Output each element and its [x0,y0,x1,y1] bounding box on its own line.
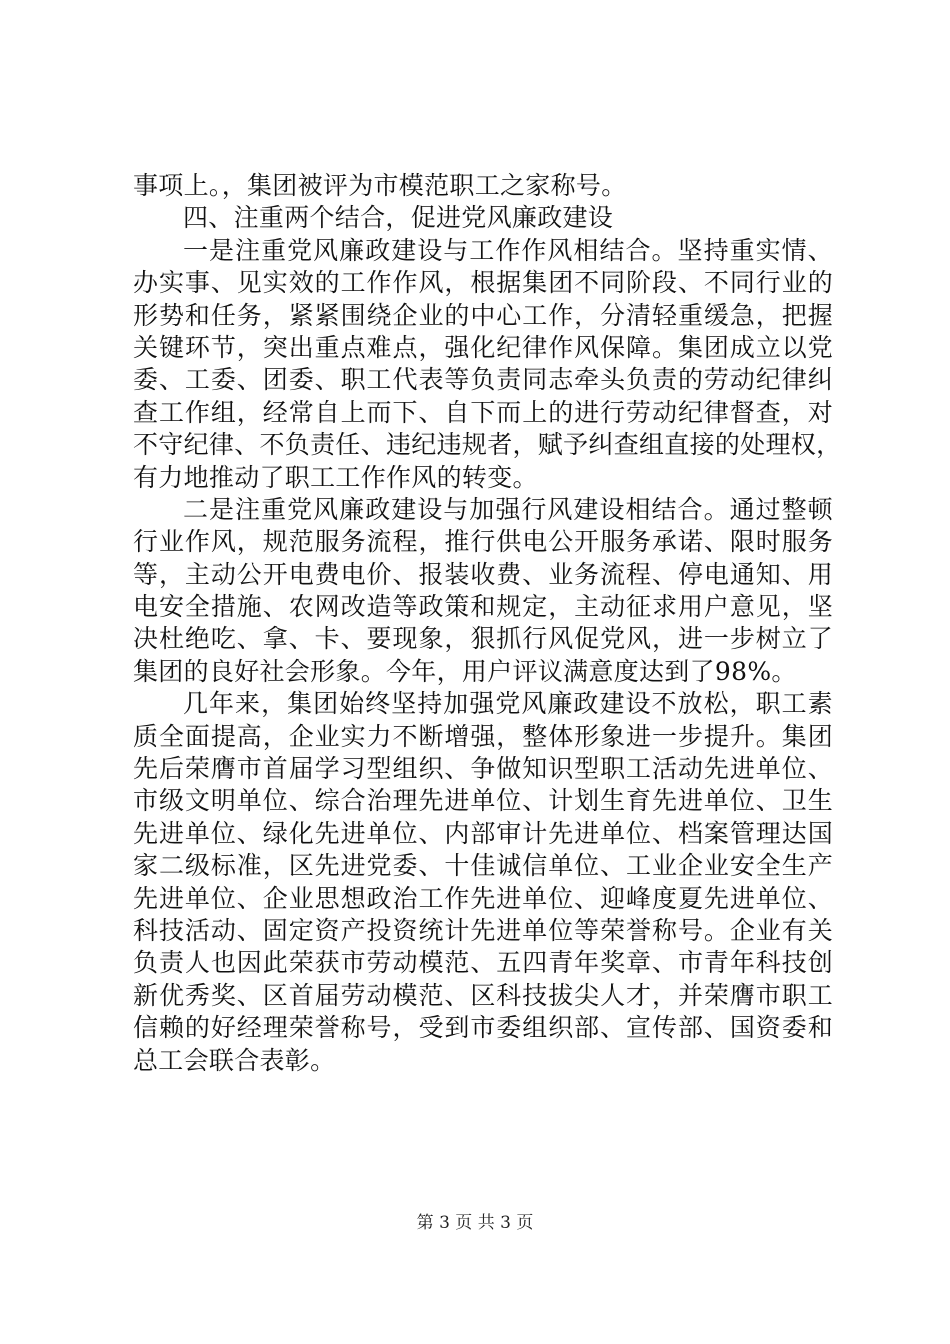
page-number-footer: 第 3 页 共 3 页 [416,1213,534,1233]
text-line: 先后荣膺市首届学习型组织、争做知识型职工活动先进单位、 [133,754,833,784]
text-line: 决杜绝吃、拿、卡、要现象，狠抓行风促党风，进一步树立了 [133,624,833,654]
text-line: 科技活动、固定资产投资统计先进单位等荣誉称号。企业有关 [133,915,833,945]
text-line: 几年来，集团始终坚持加强党风廉政建设不放松，职工素 [183,689,833,719]
text-line: 委、工委、团委、职工代表等负责同志牵头负责的劳动纪律纠 [133,365,833,395]
text-line: 办实事、见实效的工作作风，根据集团不同阶段、不同行业的 [133,268,833,298]
text-line: 质全面提高，企业实力不断增强，整体形象进一步提升。集团 [133,721,833,751]
text-line: 一是注重党风廉政建设与工作作风相结合。坚持重实情、 [183,235,833,265]
text-line: 先进单位、绿化先进单位、内部审计先进单位、档案管理达国 [133,818,833,848]
text-line: 家二级标准，区先进党委、十佳诚信单位、工业企业安全生产 [133,851,833,881]
text-line: 二是注重党风廉政建设与加强行风建设相结合。通过整顿 [183,494,833,524]
text-line: 查工作组，经常自上而下、自下而上的进行劳动纪律督查，对 [133,397,833,427]
text-line: 有力地推动了职工工作作风的转变。 [133,462,538,492]
text-line: 形势和任务，紧紧围绕企业的中心工作，分清轻重缓急，把握 [133,300,833,330]
text-line: 新优秀奖、区首届劳动模范、区科技拔尖人才，并荣膺市职工 [133,980,833,1010]
text-line: 事项上。，集团被评为市模范职工之家称号。 [133,171,627,200]
text-line: 关键环节，突出重点难点，强化纪律作风保障。集团成立以党 [133,332,833,362]
section-heading: 四、注重两个结合，促进党风廉政建设 [183,203,614,233]
text-line: 负责人也因此荣获市劳动模范、五四青年奖章、市青年科技创 [133,948,833,978]
text-line: 先进单位、企业思想政治工作先进单位、迎峰度夏先进单位、 [133,883,833,913]
text-line: 总工会联合表彰。 [133,1045,336,1075]
text-line: 信赖的好经理荣誉称号，受到市委组织部、宣传部、国资委和 [133,1013,833,1043]
text-line: 不守纪律、不负责任、违纪违规者，赋予纠查组直接的处理权， [133,430,842,460]
text-line: 电安全措施、农网改造等政策和规定，主动征求用户意见，坚 [133,592,833,622]
text-line: 集团的良好社会形象。今年，用户评议满意度达到了98%。 [133,656,797,686]
text-line: 市级文明单位、综合治理先进单位、计划生育先进单位、卫生 [133,786,833,816]
text-line: 等，主动公开电费电价、报装收费、业务流程、停电通知、用 [133,559,833,589]
text-line: 行业作风，规范服务流程，推行供电公开服务承诺、限时服务 [133,527,833,557]
document-body [133,170,842,1077]
